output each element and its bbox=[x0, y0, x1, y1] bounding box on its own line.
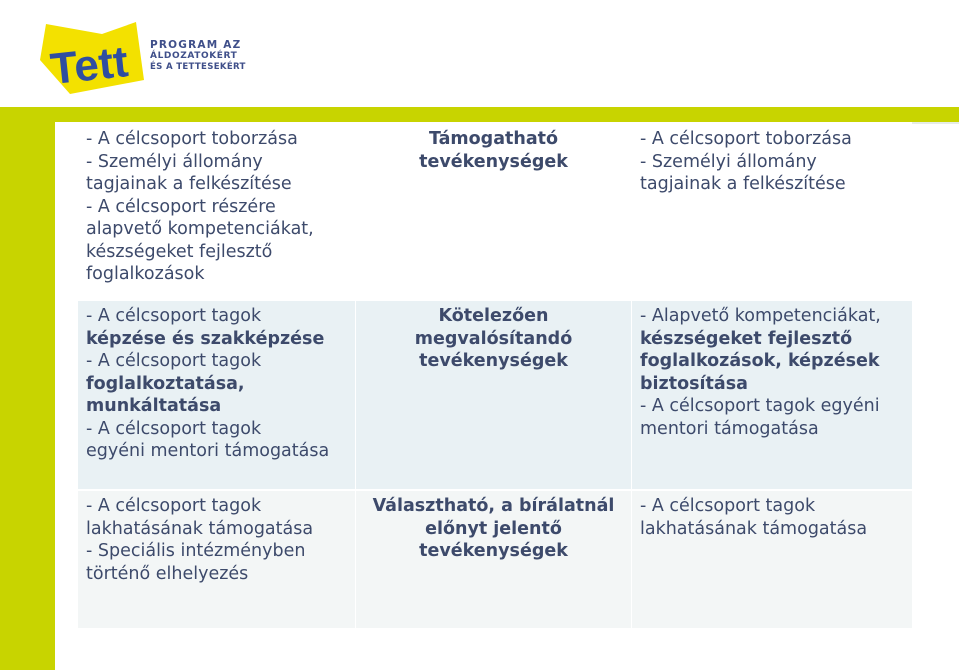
activity-line: lakhatásának támogatása bbox=[640, 518, 868, 539]
activity-line: - A célcsoport részére bbox=[86, 196, 276, 217]
activity-line: - A célcsoport tagok bbox=[86, 351, 262, 371]
activity-line: - A célcsoport tagok bbox=[86, 306, 262, 326]
activity-line: készségeket fejlesztő bbox=[86, 241, 273, 262]
activity-line: - A célcsoport tagok bbox=[640, 496, 816, 516]
cell-category bbox=[356, 122, 631, 299]
cell-category bbox=[356, 301, 631, 489]
activity-line: - Személyi állomány bbox=[86, 151, 263, 172]
activity-line: tagjainak a felkészítése bbox=[640, 174, 846, 194]
category-label-line: megvalósítandó bbox=[414, 328, 573, 349]
cell-category bbox=[356, 491, 631, 628]
activity-line: - A célcsoport tagok bbox=[86, 496, 262, 516]
activity-line: - A célcsoport tagok bbox=[86, 418, 262, 439]
logo-mark-text: Tett bbox=[48, 37, 131, 94]
activity-line: történő elhelyezés bbox=[86, 563, 249, 584]
activity-line: - A célcsoport tagok egyéni bbox=[640, 396, 880, 416]
cell-right bbox=[632, 491, 912, 628]
activity-line: egyéni mentori támogatása bbox=[86, 441, 330, 461]
cell-left bbox=[78, 122, 355, 299]
table-row bbox=[78, 491, 912, 628]
activity-line: tagjainak a felkészítése bbox=[86, 174, 292, 194]
logo-wordmark bbox=[150, 40, 246, 73]
table-row bbox=[78, 122, 912, 299]
activity-line: alapvető kompetenciákat, bbox=[86, 219, 314, 239]
cell-right bbox=[632, 122, 912, 299]
logo-line-1: PROGRAM AZ bbox=[150, 39, 242, 51]
category-label-line: Támogatható bbox=[428, 129, 559, 149]
tett-logo bbox=[40, 14, 246, 94]
activity-line: mentori támogatása bbox=[640, 418, 819, 439]
activity-line: - A célcsoport toborzása bbox=[86, 129, 298, 149]
activity-line: képzése és szakképzése bbox=[86, 328, 325, 349]
category-label-line: tevékenységek bbox=[419, 351, 568, 371]
activity-line: készségeket fejlesztő bbox=[640, 328, 853, 349]
activity-line: munkáltatása bbox=[86, 396, 222, 416]
activities-table bbox=[78, 122, 912, 628]
category-label-line: előnyt jelentő bbox=[425, 518, 562, 539]
cell-left bbox=[78, 301, 355, 489]
activity-line: foglalkozások bbox=[86, 264, 205, 284]
tett-logo-mark bbox=[40, 20, 145, 94]
category-label-line: Választható, a bírálatnál bbox=[372, 496, 615, 516]
activity-line: - Személyi állomány bbox=[640, 151, 817, 172]
cell-right bbox=[632, 301, 912, 489]
cell-left bbox=[78, 491, 355, 628]
logo-line-3: ÉS A TETTESEKÉRT bbox=[150, 62, 246, 72]
activity-line: lakhatásának támogatása bbox=[86, 518, 314, 539]
category-label-line: tevékenységek bbox=[419, 541, 568, 561]
logo-line-2: ÁLDOZATOKÉRT bbox=[150, 51, 238, 61]
activity-line: - Alapvető kompetenciákat, bbox=[640, 306, 881, 326]
category-label-line: tevékenységek bbox=[419, 151, 568, 172]
activity-line: foglalkozások, képzések bbox=[640, 351, 880, 371]
activity-line: - A célcsoport toborzása bbox=[640, 129, 852, 149]
activity-line: biztosítása bbox=[640, 373, 748, 394]
activity-line: - Speciális intézményben bbox=[86, 541, 306, 561]
category-label-line: Kötelezően bbox=[438, 306, 549, 326]
activity-line: foglalkoztatása, bbox=[86, 373, 245, 394]
table-row bbox=[78, 301, 912, 489]
